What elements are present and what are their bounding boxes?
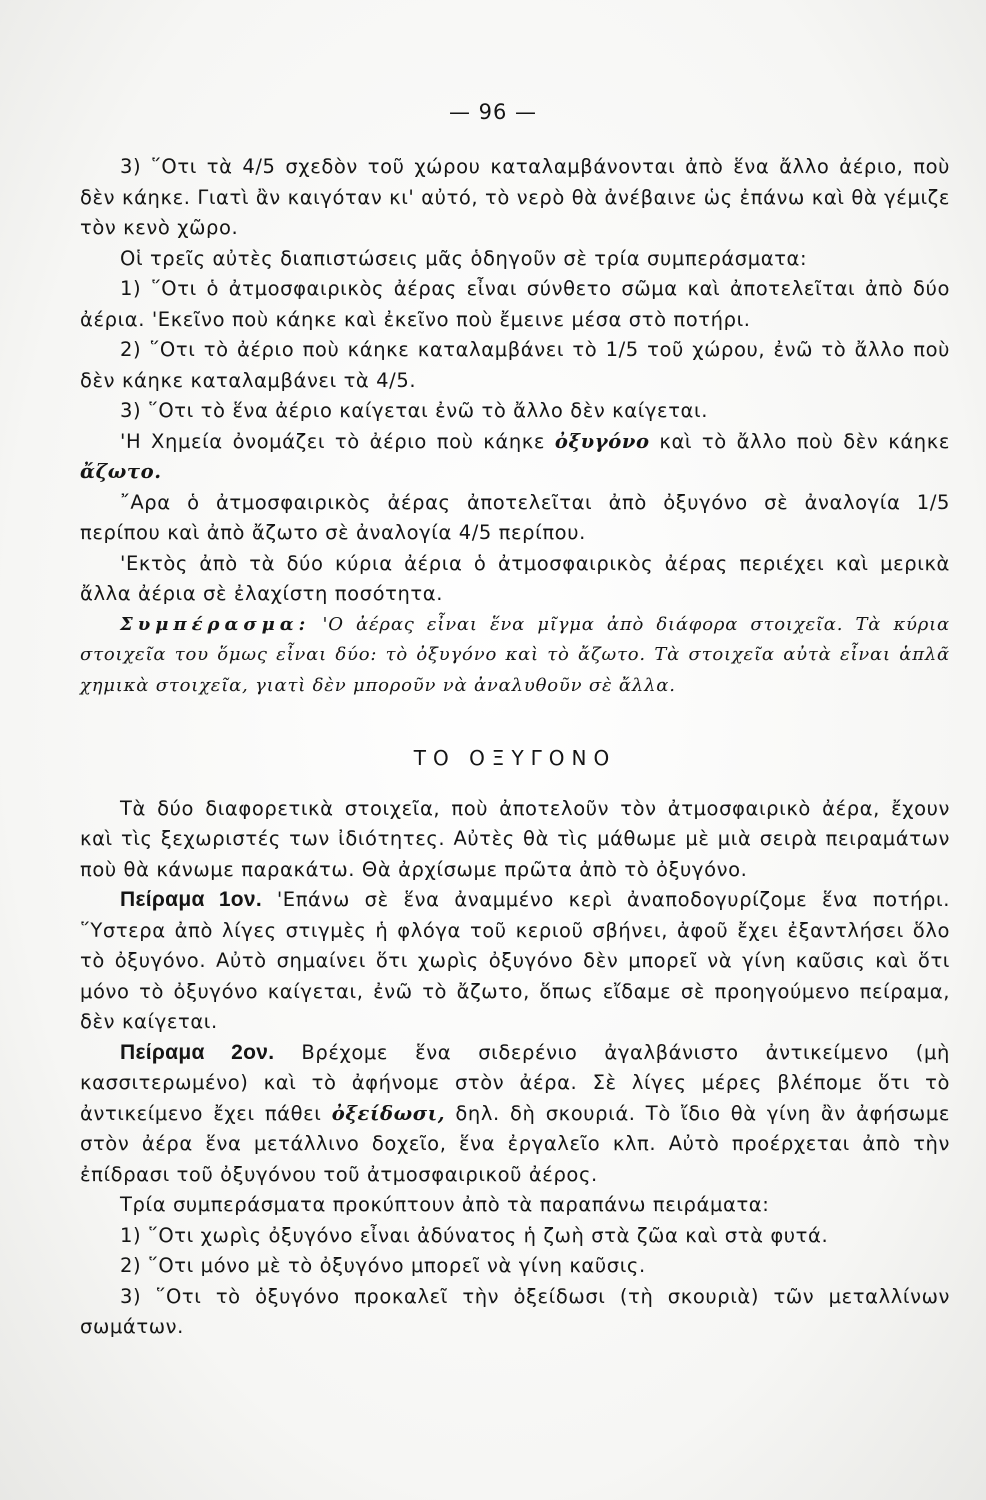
paragraph-finding-1: 1) ῞Οτι ὁ ἀτμοσφαιρικὸς ἀέρας εἶναι σύνθετο σῶμα καὶ ἀποτελεῖται ἀπὸ δύο ἀέρια. 'Εκεῖνο ποὺ κάηκε καὶ ἐκεῖνο ποὺ ἔμεινε μέσα στὸ ποτήρι. <box>80 277 950 331</box>
page-body <box>80 152 950 1343</box>
paragraph-conclusion-3: 3) ῞Οτι τὰ 4/5 σχεδὸν τοῦ χώρου καταλαμβάνονται ἀπὸ ἕνα ἄλλο ἀέριο, ποὺ δὲν κάηκε. Γιατὶ ἂν καιγόταν κι' αὐτό, τὸ νερὸ θὰ ἀνέβαινε ὡς ἐπάνω καὶ θὰ γέμιζε τὸν κενὸ χῶρο. <box>80 155 950 239</box>
paragraph-other-gases: 'Εκτὸς ἀπὸ τὰ δύο κύρια ἀέρια ὁ ἀτμοσφαιρικὸς ἀέρας περιέχει καὶ μερικὰ ἄλλα ἀέρια σὲ ἐλαχίστη ποσότητα. <box>80 551 950 605</box>
paragraph-oxygen-conclusion-2: 2) ῞Οτι μόνο μὲ τὸ ὀξυγόνο μπορεῖ νὰ γίνη καῦσις. <box>120 1254 646 1277</box>
section-title: ΤΟ ΟΞΥΓΟΝΟ <box>413 746 617 770</box>
experiment-2-text-b: δηλ. δὴ σκουριά. Τὸ ἴδιο θὰ γίνη ἂν ἀφήσωμε στὸν ἀέρα ἕνα μετάλλινο δοχεῖο, ἕνα ἐργαλεῖο κλπ. Αὐτὸ προέρχεται ἀπὸ τὴν ἐπίδρασι τοῦ ὀξυγόνου τοῦ ἀτμοσφαιρικοῦ ἀέρος. <box>80 1101 950 1186</box>
paragraph-oxygen-conclusion-1: 1) ῞Οτι χωρὶς ὀξυγόνο εἶναι ἀδύνατος ἡ ζωὴ στὰ ζῶα καὶ στὰ φυτά. <box>120 1223 829 1247</box>
paragraph-oxygen-conclusion-3: 3) ῞Οτι τὸ ὀξυγόνο προκαλεῖ τὴν ὀξείδωσι (τὴ σκουριὰ) τῶν μεταλλίνων σωμάτων. <box>80 1284 950 1338</box>
term-oxidation: ὀξείδωσι, <box>331 1101 446 1125</box>
chemistry-names-text-b: καὶ τὸ ἄλλο ποὺ δὲν κάηκε <box>659 429 950 453</box>
paragraph-summary <box>80 610 950 702</box>
paragraph-finding-2: 2) ῞Οτι τὸ ἀέριο ποὺ κάηκε καταλαμβάνει τὸ 1/5 τοῦ χώρου, ἐνῶ τὸ ἄλλο ποὺ δὲν κάηκε καταλαμβάνει τὰ 4/5. <box>80 338 950 392</box>
paragraph-conclusions-intro: Τρία συμπεράσματα προκύπτουν ἀπὸ τὰ παραπάνω πειράματα: <box>120 1193 770 1216</box>
chemistry-names-text-a: 'Η Χημεία ὀνομάζει τὸ ἀέριο ποὺ κάηκε <box>120 429 546 453</box>
experiment-2-text-a: Βρέχομε ἕνα σιδερένιο ἀγαλβάνιστο ἀντικείμενο (μὴ κασσιτερωμένο) καὶ τὸ ἀφήνομε στὸν ἀέρα. Σὲ λίγες μέρες βλέπομε ὅτι τὸ ἀντικείμενο ἔχει πάθει <box>80 1040 950 1125</box>
paragraph-finding-3: 3) ῞Οτι τὸ ἕνα ἀέριο καίγεται ἐνῶ τὸ ἄλλο δὲν καίγεται. <box>120 399 708 422</box>
experiment-1-text: 'Επάνω σὲ ἕνα ἀναμμένο κερὶ ἀναποδογυρίζομε ἕνα ποτήρι. ῞Υστερα ἀπὸ λίγες στιγμὲς ἡ φλόγα τοῦ κεριοῦ σβήνει, ἀφοῦ ἔχει ἐξαντλήσει ὅλο τὸ ὀξυγόνο. Αὐτὸ σημαίνει ὅτι χωρὶς ὀξυγόνο δὲν μπορεῖ νὰ γίνη καῦσις καὶ ὅτι μόνο τὸ ὀξυγόνο καίγεται, ἐνῶ τὸ ἄζωτο, ὅπως εἴδαμε σὲ προηγούμενο πείραμα, δὲν καίγεται. <box>80 888 950 1033</box>
paragraph-section-intro: Τὰ δύο διαφορετικὰ στοιχεῖα, ποὺ ἀποτελοῦν τὸν ἀτμοσφαιρικὸ ἀέρα, ἔχουν καὶ τὶς ξεχωριστές των ἰδιότητες. Αὐτὲς θὰ τὶς μάθωμε μὲ μιὰ σειρὰ πειραμάτων ποὺ θὰ κάνωμε παρακάτω. Θὰ ἀρχίσωμε πρῶτα ἀπὸ τὸ ὀξυγόνο. <box>80 796 950 881</box>
paragraph-ratio: ῎Αρα ὁ ἀτμοσφαιρικὸς ἀέρας ἀποτελεῖται ἀπὸ ὀξυγόνο σὲ ἀναλογία 1/5 περίπου καὶ ἀπὸ ἄζωτο σὲ ἀναλογία 4/5 περίπου. <box>80 490 950 544</box>
term-oxygen: ὀξυγόνο <box>554 429 650 453</box>
experiment-2-title: Πείραμα 2ον. <box>120 1040 275 1064</box>
experiment-1-title: Πείραμα 1ον. <box>120 888 263 911</box>
paragraph-three-findings: Οἱ τρεῖς αὐτὲς διαπιστώσεις μᾶς ὁδηγοῦν σὲ τρία συμπεράσματα: <box>120 246 808 270</box>
paragraph-experiment-1 <box>80 885 950 1038</box>
page-number: — 96 — <box>448 100 538 124</box>
summary-label: Συμπέρασμα: <box>120 613 311 635</box>
term-nitrogen: ἄζωτο. <box>80 460 162 483</box>
paragraph-chemistry-names <box>80 427 950 488</box>
paragraph-experiment-2 <box>80 1038 950 1191</box>
summary-text: 'Ο ἀέρας εἶναι ἕνα μῖγμα ἀπὸ διάφορα στοιχεῖα. Τὰ κύρια στοιχεῖα του ὅμως εἶναι δύο: τὸ ὀξυγόνο καὶ τὸ ἄζωτο. Τὰ στοιχεῖα αὐτὰ εἶναι ἁπλᾶ χημικὰ στοιχεῖα, γιατὶ δὲν μποροῦν νὰ ἀναλυθοῦν σὲ ἄλλα. <box>80 613 950 696</box>
